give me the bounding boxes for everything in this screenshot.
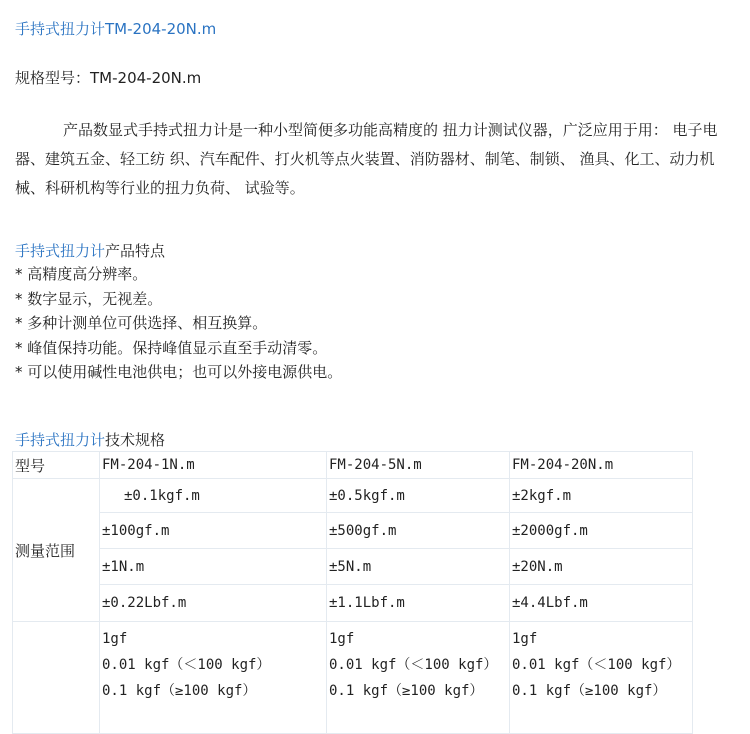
intro-text: 产品数显式手持式扭力计是一种小型简便多功能高精度的 扭力计测试仪器，广泛应用于用： 电子电器、建筑五金、轻工纺 织、汽车配件、打火机等点火装置、消防器材、制笔、制锁、 渔具、化工、动力机械、科研机构等行业的扭力负荷、 试验等。: [15, 121, 718, 197]
feature-item: * 数字显示，无视差。: [15, 289, 163, 308]
range-row: [13, 585, 693, 622]
feature-item: * 高精度高分辨率。: [15, 265, 148, 283]
range-cell: ±2000gf.m: [510, 513, 693, 549]
header-model-3: FM-204-20N.m: [510, 452, 693, 479]
resolution-line: 0.1 kgf（≥100 kgf）: [329, 683, 484, 699]
range-cell: ±0.1kgf.m: [100, 479, 327, 513]
page-title-product: 手持式扭力计: [15, 20, 106, 38]
model-spec-line: [15, 67, 201, 89]
resolution-line: 1gf: [102, 631, 128, 647]
resolution-cell: [510, 622, 693, 734]
resolution-line: 0.01 kgf（＜100 kgf）: [329, 657, 498, 673]
spec-heading-product: 手持式扭力计: [15, 431, 106, 449]
spec-heading-text: 技术规格: [105, 431, 166, 449]
feature-item: * 峰值保持功能。保持峰值显示直至手动清零。: [15, 338, 328, 357]
resolution-line: 0.1 kgf（≥100 kgf）: [512, 683, 667, 699]
header-model-1: FM-204-1N.m: [100, 452, 327, 479]
resolution-row: [13, 622, 693, 734]
range-row: [13, 513, 693, 549]
spec-table: [12, 451, 693, 734]
page-title-model: TM-204-20N.m: [105, 20, 217, 38]
resolution-line: 1gf: [512, 631, 538, 647]
range-cell: ±100gf.m: [100, 513, 327, 549]
range-cell: ±0.22Lbf.m: [100, 585, 327, 622]
feature-item: * 多种计测单位可供选择、相互换算。: [15, 314, 268, 332]
resolution-line: 1gf: [329, 631, 355, 647]
range-cell: ±20N.m: [510, 549, 693, 585]
range-row: [13, 549, 693, 585]
intro-paragraph: [15, 116, 725, 203]
range-cell: ±5N.m: [327, 549, 510, 585]
range-cell: ±0.5kgf.m: [327, 479, 510, 513]
spec-heading: [15, 429, 165, 451]
range-cell: ±1N.m: [100, 549, 327, 585]
model-spec-label: 规格型号：: [15, 69, 91, 87]
resolution-line: 0.01 kgf（＜100 kgf）: [512, 657, 681, 673]
resolution-line: 0.01 kgf（＜100 kgf）: [102, 657, 271, 673]
header-model-2: FM-204-5N.m: [327, 452, 510, 479]
page-title: [15, 18, 216, 40]
spec-header-row: [13, 452, 693, 479]
range-label: 测量范围: [13, 479, 100, 622]
features-heading-product: 手持式扭力计: [15, 242, 106, 260]
resolution-label: [13, 622, 100, 734]
resolution-line: 0.1 kgf（≥100 kgf）: [102, 683, 257, 699]
range-cell: ±4.4Lbf.m: [510, 585, 693, 622]
range-cell: ±500gf.m: [327, 513, 510, 549]
features-list: [15, 262, 342, 385]
range-row: [13, 479, 693, 513]
resolution-cell: [100, 622, 327, 734]
range-cell: ±2kgf.m: [510, 479, 693, 513]
feature-item: * 可以使用碱性电池供电；也可以外接电源供电。: [15, 363, 343, 381]
features-heading: [15, 240, 165, 262]
range-cell: ±1.1Lbf.m: [327, 585, 510, 622]
features-heading-text: 产品特点: [105, 242, 166, 260]
model-spec-value: TM-204-20N.m: [90, 69, 202, 87]
header-model-label: 型号: [13, 452, 100, 479]
resolution-cell: [327, 622, 510, 734]
